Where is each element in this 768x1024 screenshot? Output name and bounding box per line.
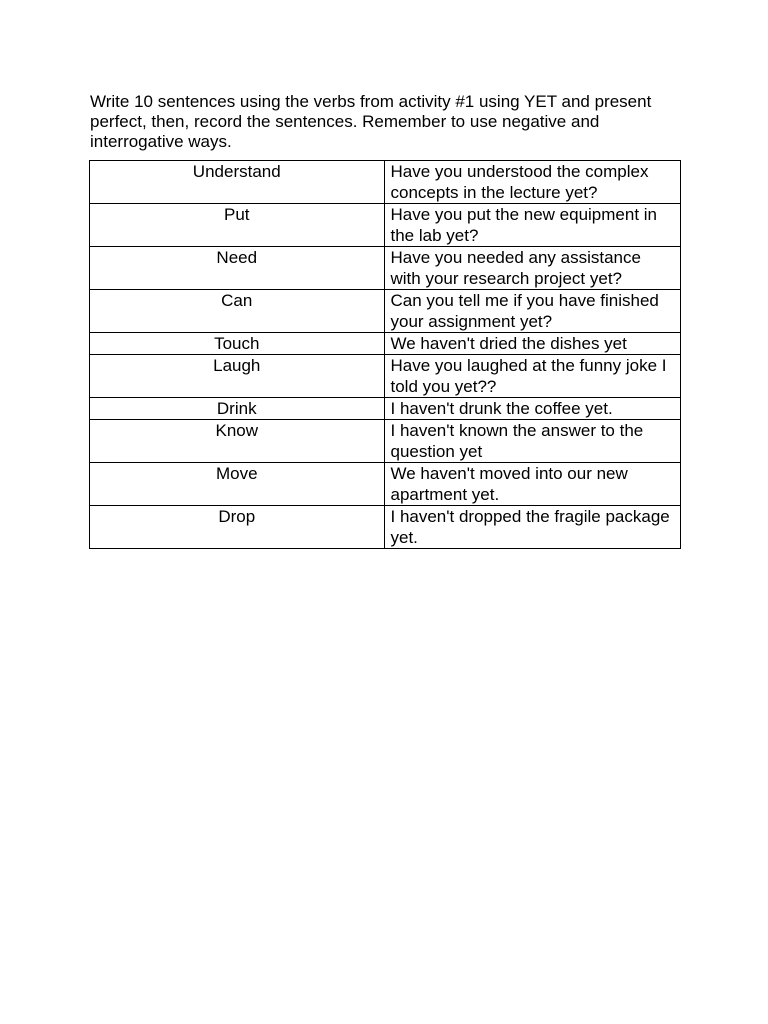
sentence-cell: Have you laughed at the funny joke I told you yet?? — [384, 355, 681, 398]
verb-cell: Touch — [90, 333, 385, 355]
sentence-cell: Can you tell me if you have finished your assignment yet? — [384, 290, 681, 333]
sentence-cell: Have you understood the complex concepts in the lecture yet? — [384, 161, 681, 204]
verb-cell: Can — [90, 290, 385, 333]
verb-cell: Know — [90, 420, 385, 463]
table-row — [90, 290, 681, 333]
verb-cell: Laugh — [90, 355, 385, 398]
sentence-cell: I haven't dropped the fragile package yet. — [384, 506, 681, 549]
sentence-cell: We haven't moved into our new apartment yet. — [384, 463, 681, 506]
table-row — [90, 398, 681, 420]
sentence-cell: We haven't dried the dishes yet — [384, 333, 681, 355]
table-row — [90, 463, 681, 506]
sentence-cell: I haven't drunk the coffee yet. — [384, 398, 681, 420]
verb-cell: Drop — [90, 506, 385, 549]
table-row — [90, 506, 681, 549]
verb-cell: Drink — [90, 398, 385, 420]
verb-cell: Move — [90, 463, 385, 506]
table-row — [90, 161, 681, 204]
verb-cell: Understand — [90, 161, 385, 204]
table-row — [90, 355, 681, 398]
instructions-text: Write 10 sentences using the verbs from activity #1 using YET and present perfect, then, record the sentences. Remember to use negative and interrogative ways. — [90, 92, 652, 151]
verb-sentence-table — [89, 160, 681, 549]
table-row — [90, 420, 681, 463]
verb-cell: Need — [90, 247, 385, 290]
verb-cell: Put — [90, 204, 385, 247]
sentence-cell: Have you put the new equipment in the lab yet? — [384, 204, 681, 247]
table-row — [90, 333, 681, 355]
sentence-cell: I haven't known the answer to the question yet — [384, 420, 681, 463]
sentence-cell: Have you needed any assistance with your research project yet? — [384, 247, 681, 290]
table-row — [90, 247, 681, 290]
table-row — [90, 204, 681, 247]
